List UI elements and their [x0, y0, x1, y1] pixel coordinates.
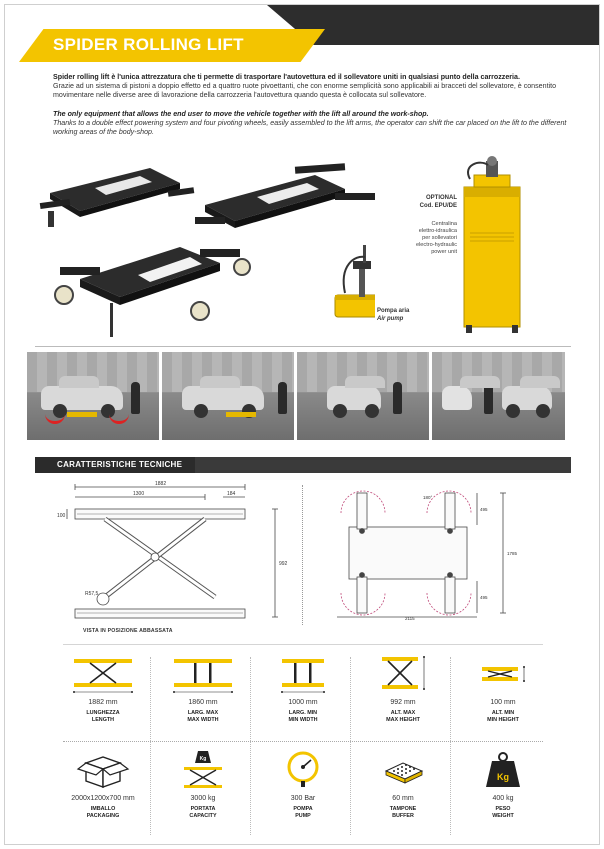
drawing-divider: [302, 485, 303, 625]
spec-label-en: WEIGHT: [492, 812, 514, 819]
spec-label-it: IMBALLO: [90, 806, 116, 812]
optional-code: Cod. EPU/DE: [419, 202, 457, 209]
spec-min-height: [453, 653, 553, 723]
pump-label-en: Air pump: [377, 315, 404, 322]
spec-value: 1000 mm: [288, 699, 318, 706]
photo-4: [432, 352, 565, 440]
top-view-drawing: [327, 485, 523, 621]
min-width-icon: [268, 653, 338, 695]
specs-row-1: [53, 653, 555, 743]
spec-length: [53, 653, 153, 723]
spec-label-en: PACKAGING: [86, 812, 120, 819]
spec-value: 60 mm: [392, 795, 414, 802]
length-icon: [68, 653, 138, 695]
buffer-icon: [368, 749, 438, 791]
dim-height-max: 992: [279, 561, 288, 567]
spec-capacity: [153, 749, 253, 819]
dim-radius: R57,5: [85, 591, 99, 597]
photo-1: [27, 352, 159, 440]
spec-label-it: LUNGHEZZA: [86, 710, 120, 716]
dim-inner: 1300: [133, 491, 145, 497]
spec-value: 100 mm: [490, 699, 516, 706]
intro-it-bold: Spider rolling lift è l'unica attrezzatura che ti permette di trasportare l'autovettura ed il sollevatore uniti in qualsiasi punto della carrozzeria.: [53, 73, 520, 81]
min-height-icon: [468, 653, 538, 695]
box-icon: [68, 749, 138, 791]
spec-value: 1882 mm: [88, 699, 118, 706]
side-view-drawing: [55, 477, 315, 637]
optional-label: [405, 195, 457, 210]
dim-top-width: 2115: [405, 616, 415, 621]
desc-line-5: power unit: [431, 249, 457, 255]
spec-col-sep-2: [250, 657, 251, 835]
spec-value: 300 Bar: [290, 795, 316, 802]
spec-label-en: BUFFER: [392, 812, 414, 819]
spec-label-en: MIN WIDTH: [288, 716, 318, 723]
spec-label-it: TAMPONE: [389, 806, 417, 812]
desc-line-3: per sollevatori: [422, 235, 457, 241]
spec-value: 3000 kg: [190, 795, 216, 802]
spec-col-sep-1: [150, 657, 151, 835]
spec-value: 400 kg: [492, 795, 514, 802]
tech-section-title: CARATTERISTICHE TECNICHE: [57, 460, 183, 469]
spec-pump: [253, 749, 353, 819]
dim-arm-a: 495: [480, 507, 488, 512]
spec-label-en: LENGTH: [91, 716, 115, 723]
spec-label-it: POMPA: [293, 806, 313, 812]
photo-2: [162, 352, 294, 440]
spec-value: 1860 mm: [188, 699, 218, 706]
page-title: SPIDER ROLLING LIFT: [53, 35, 244, 54]
pump-gauge-icon: [268, 749, 338, 791]
lift-units-illustration: [35, 155, 375, 345]
dim-overall: 1882: [155, 481, 167, 487]
lift-unit-3: [55, 247, 250, 337]
spec-value: 992 mm: [390, 699, 416, 706]
spec-label-en: MAX WIDTH: [187, 716, 219, 723]
max-width-icon: [168, 653, 238, 695]
air-pump-illustration: [335, 245, 375, 317]
spec-label-it: ALT. MAX: [390, 710, 416, 716]
dim-angle: 180°: [423, 495, 433, 500]
spec-col-sep-4: [450, 657, 451, 835]
spec-packaging: [53, 749, 153, 819]
intro-en-body: Thanks to a double effect powering system and four pivoting wheels, easily assembled to the lift arms, the operator can shift the car placed on the lift to the different working areas of the body-shop.: [53, 118, 567, 137]
dim-end: 184: [227, 491, 236, 497]
specs-row-2: [53, 749, 555, 839]
lift-unit-1: [40, 168, 195, 227]
pump-label-it: Pompa aria: [377, 308, 410, 314]
spec-buffer: [353, 749, 453, 819]
dim-arm-b: 495: [480, 595, 488, 600]
weight-kg-text: Kg: [497, 772, 509, 782]
dim-right-height: 1785: [507, 551, 518, 556]
optional-title: OPTIONAL: [426, 195, 457, 201]
spec-label-en: PUMP: [295, 812, 311, 819]
power-unit-illustration: [460, 155, 525, 340]
desc-line-4: electro-hydraulic: [415, 242, 457, 248]
spec-weight: [453, 749, 553, 819]
spec-min-width: [253, 653, 353, 723]
spec-label-it: PORTATA: [190, 806, 216, 812]
photo-3: [297, 352, 429, 440]
spec-max-height: [353, 653, 453, 723]
capacity-kg-text: Kg: [199, 756, 207, 762]
max-height-icon: [368, 653, 438, 695]
intro-it-body: Grazie ad un sistema di pistoni a doppio effetto ed a quattro ruote pivoettanti, che con enorme semplicità sono applicabili ai bracceti del sollevatore, è consentito movimentare nelle diverse aree di lavorazione della carrozzeria l'autovettura quando questa è collocata sul sollevatore.: [53, 82, 557, 100]
spec-label-it: PESO: [495, 806, 511, 812]
intro-en-bold: The only equipment that allows the end user to move the vehicle together with the lift all around the work-shop.: [53, 109, 429, 118]
spec-label-en: MIN HEIGHT: [487, 716, 519, 723]
intro-text: [53, 73, 573, 137]
specs-row-separator: [63, 741, 543, 742]
spec-label-it: LARG. MIN: [288, 710, 318, 716]
spec-label-it: ALT. MIN: [491, 710, 515, 716]
view-label: VISTA IN POSIZIONE ABBASSATA: [83, 628, 173, 634]
spec-col-sep-3: [350, 657, 351, 835]
air-pump-label: [377, 308, 409, 323]
capacity-icon: [168, 749, 238, 791]
page: [4, 4, 600, 845]
tech-section-bar: [35, 457, 571, 473]
spec-value: 2000x1200x700 mm: [71, 795, 135, 802]
desc-line-1: Centralina: [431, 221, 457, 227]
spec-label-en: CAPACITY: [189, 812, 217, 819]
spec-label-en: MAX HEIGHT: [386, 716, 420, 723]
desc-line-2: elettro-idraulica: [418, 228, 457, 234]
power-unit-description: [401, 221, 457, 256]
spec-max-width: [153, 653, 253, 723]
section-rule: [35, 346, 571, 347]
specs-rule: [63, 644, 543, 645]
lift-unit-2: [195, 163, 375, 228]
weight-icon: [468, 749, 538, 791]
spec-label-it: LARG. MAX: [187, 710, 219, 716]
dim-height-min: 100: [57, 513, 66, 519]
